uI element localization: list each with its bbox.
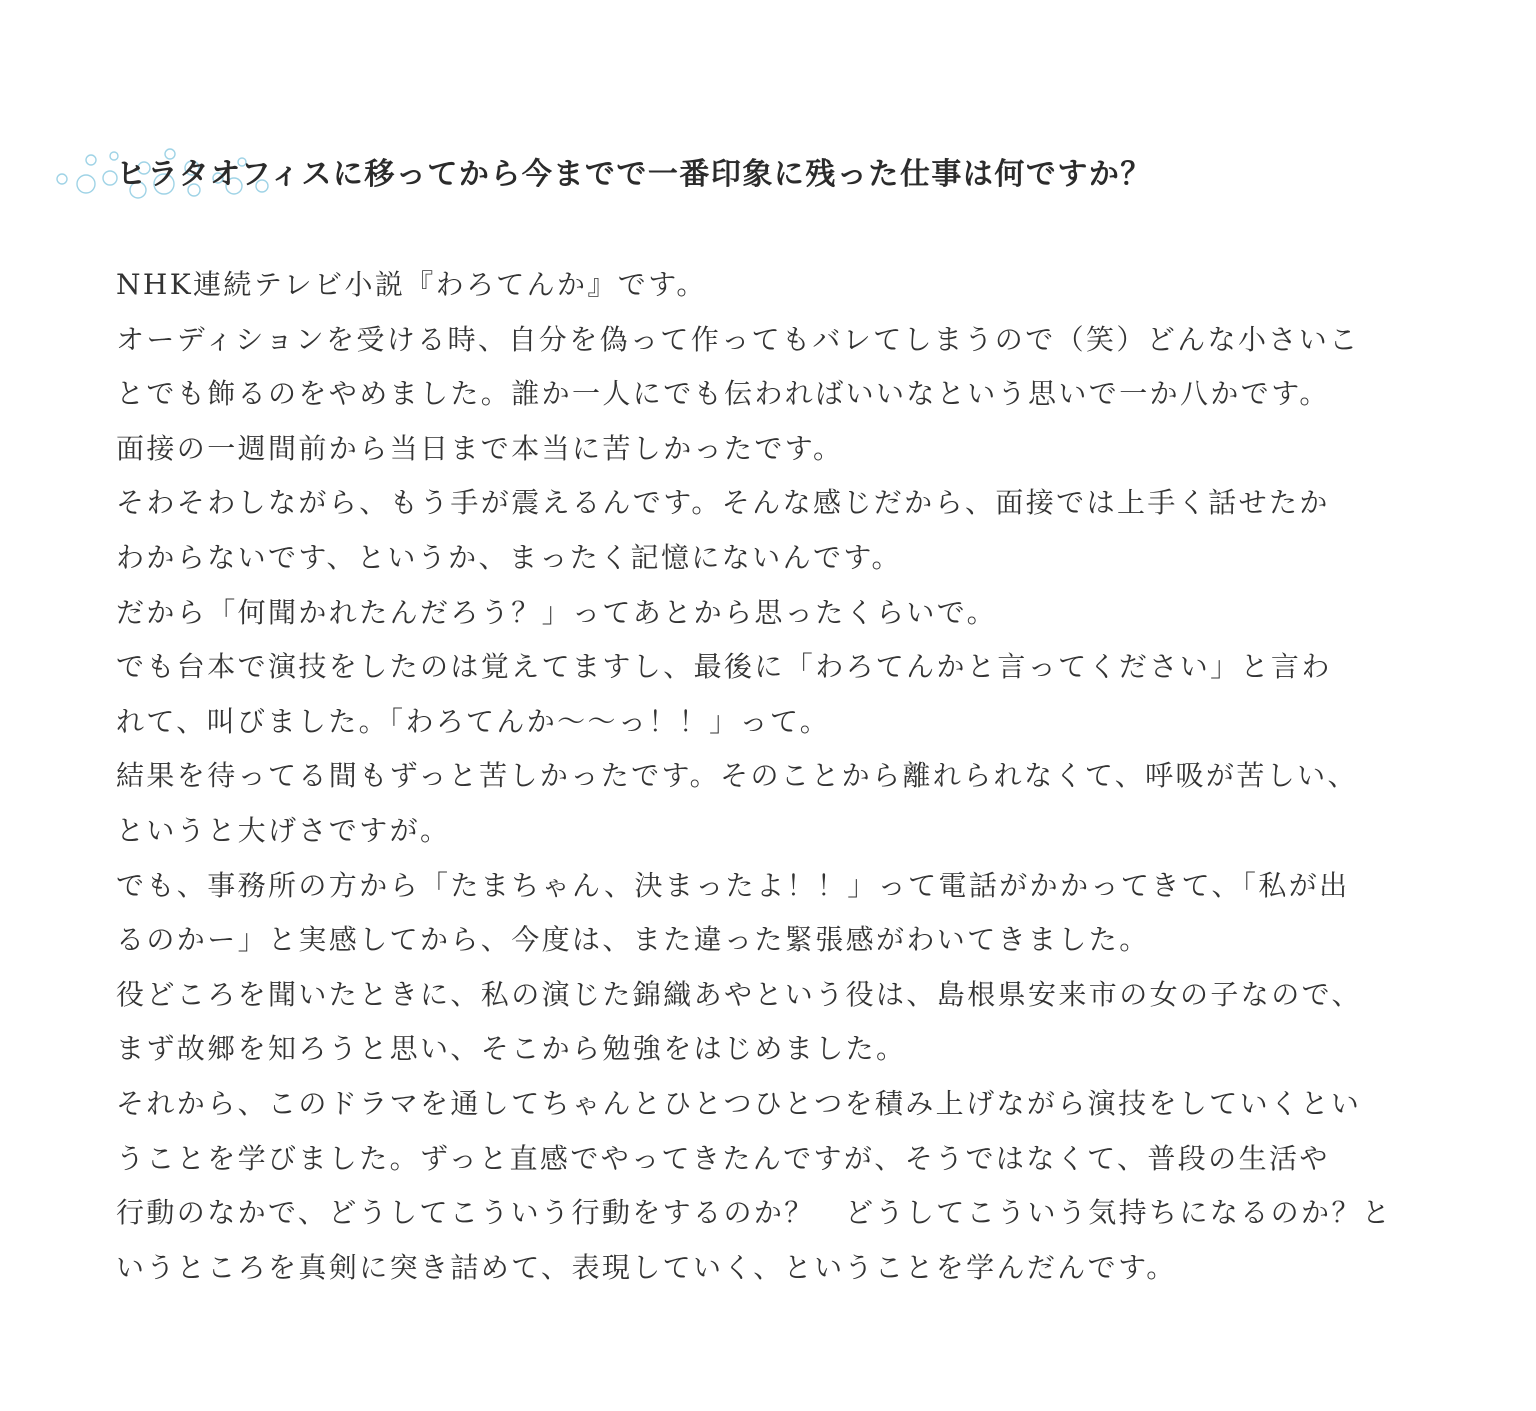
answer-line: とでも飾るのをやめました。誰か一人にでも伝わればいいなという思いで一か八かです。 [116, 377, 1330, 411]
answer-body [116, 258, 1406, 1295]
answer-line: 行動のなかで、どうしてこういう行動をするのか？ どうしてこういう気持ちになるのか？と [116, 1196, 1393, 1230]
answer-line: 面接の一週間前から当日まで本当に苦しかったです。 [116, 431, 844, 465]
interview-article [116, 148, 1406, 1295]
answer-line: オーディションを受ける時、自分を偽って作ってもバレてしまうので（笑）どんな小さいこ [116, 322, 1360, 356]
answer-line: れて、叫びました。「わろてんか〜〜っ！！」って。 [116, 704, 831, 738]
answer-line: わからないです、というか、まったく記憶にないんです。 [116, 540, 902, 574]
answer-line: それから、このドラマを通してちゃんとひとつひとつを積み上げながら演技をしていくとい [116, 1086, 1362, 1120]
answer-line: そわそわしながら、もう手が震えるんです。そんな感じだから、面接では上手く話せたか [116, 486, 1330, 520]
answer-line: いうところを真剣に突き詰めて、表現していく、ということを学んだんです。 [116, 1250, 1177, 1284]
answer-line: でも台本で演技をしたのは覚えてますし、最後に「わろてんかと言ってください」と言わ [116, 650, 1332, 684]
answer-line: だから「何聞かれたんだろう？」ってあとから思ったくらいで。 [116, 595, 998, 629]
answer-line: うことを学びました。ずっと直感でやってきたんですが、そうではなくて、普段の生活や [116, 1141, 1330, 1175]
answer-line: 結果を待ってる間もずっと苦しかったです。そのことから離れられなくて、呼吸が苦しい、 [116, 759, 1358, 793]
answer-line: まず故郷を知ろうと思い、そこから勉強をはじめました。 [116, 1032, 907, 1066]
answer-line: るのかー」と実感してから、今度は、また違った緊張感がわいてきました。 [116, 923, 1150, 957]
answer-line: でも、事務所の方から「たまちゃん、決まったよ！！」って電話がかかってきて、「私が出 [116, 868, 1350, 902]
answer-line: というと大げさですが。 [116, 813, 451, 847]
answer-line: NHK連続テレビ小説『わろてんか』です。 [116, 268, 707, 301]
question-heading: ヒラタオフィスに移ってから今までで一番印象に残った仕事は何ですか？ [116, 157, 1152, 192]
answer-line: 役どころを聞いたときに、私の演じた錦織あやという役は、島根県安来市の女の子なので、 [116, 977, 1362, 1011]
